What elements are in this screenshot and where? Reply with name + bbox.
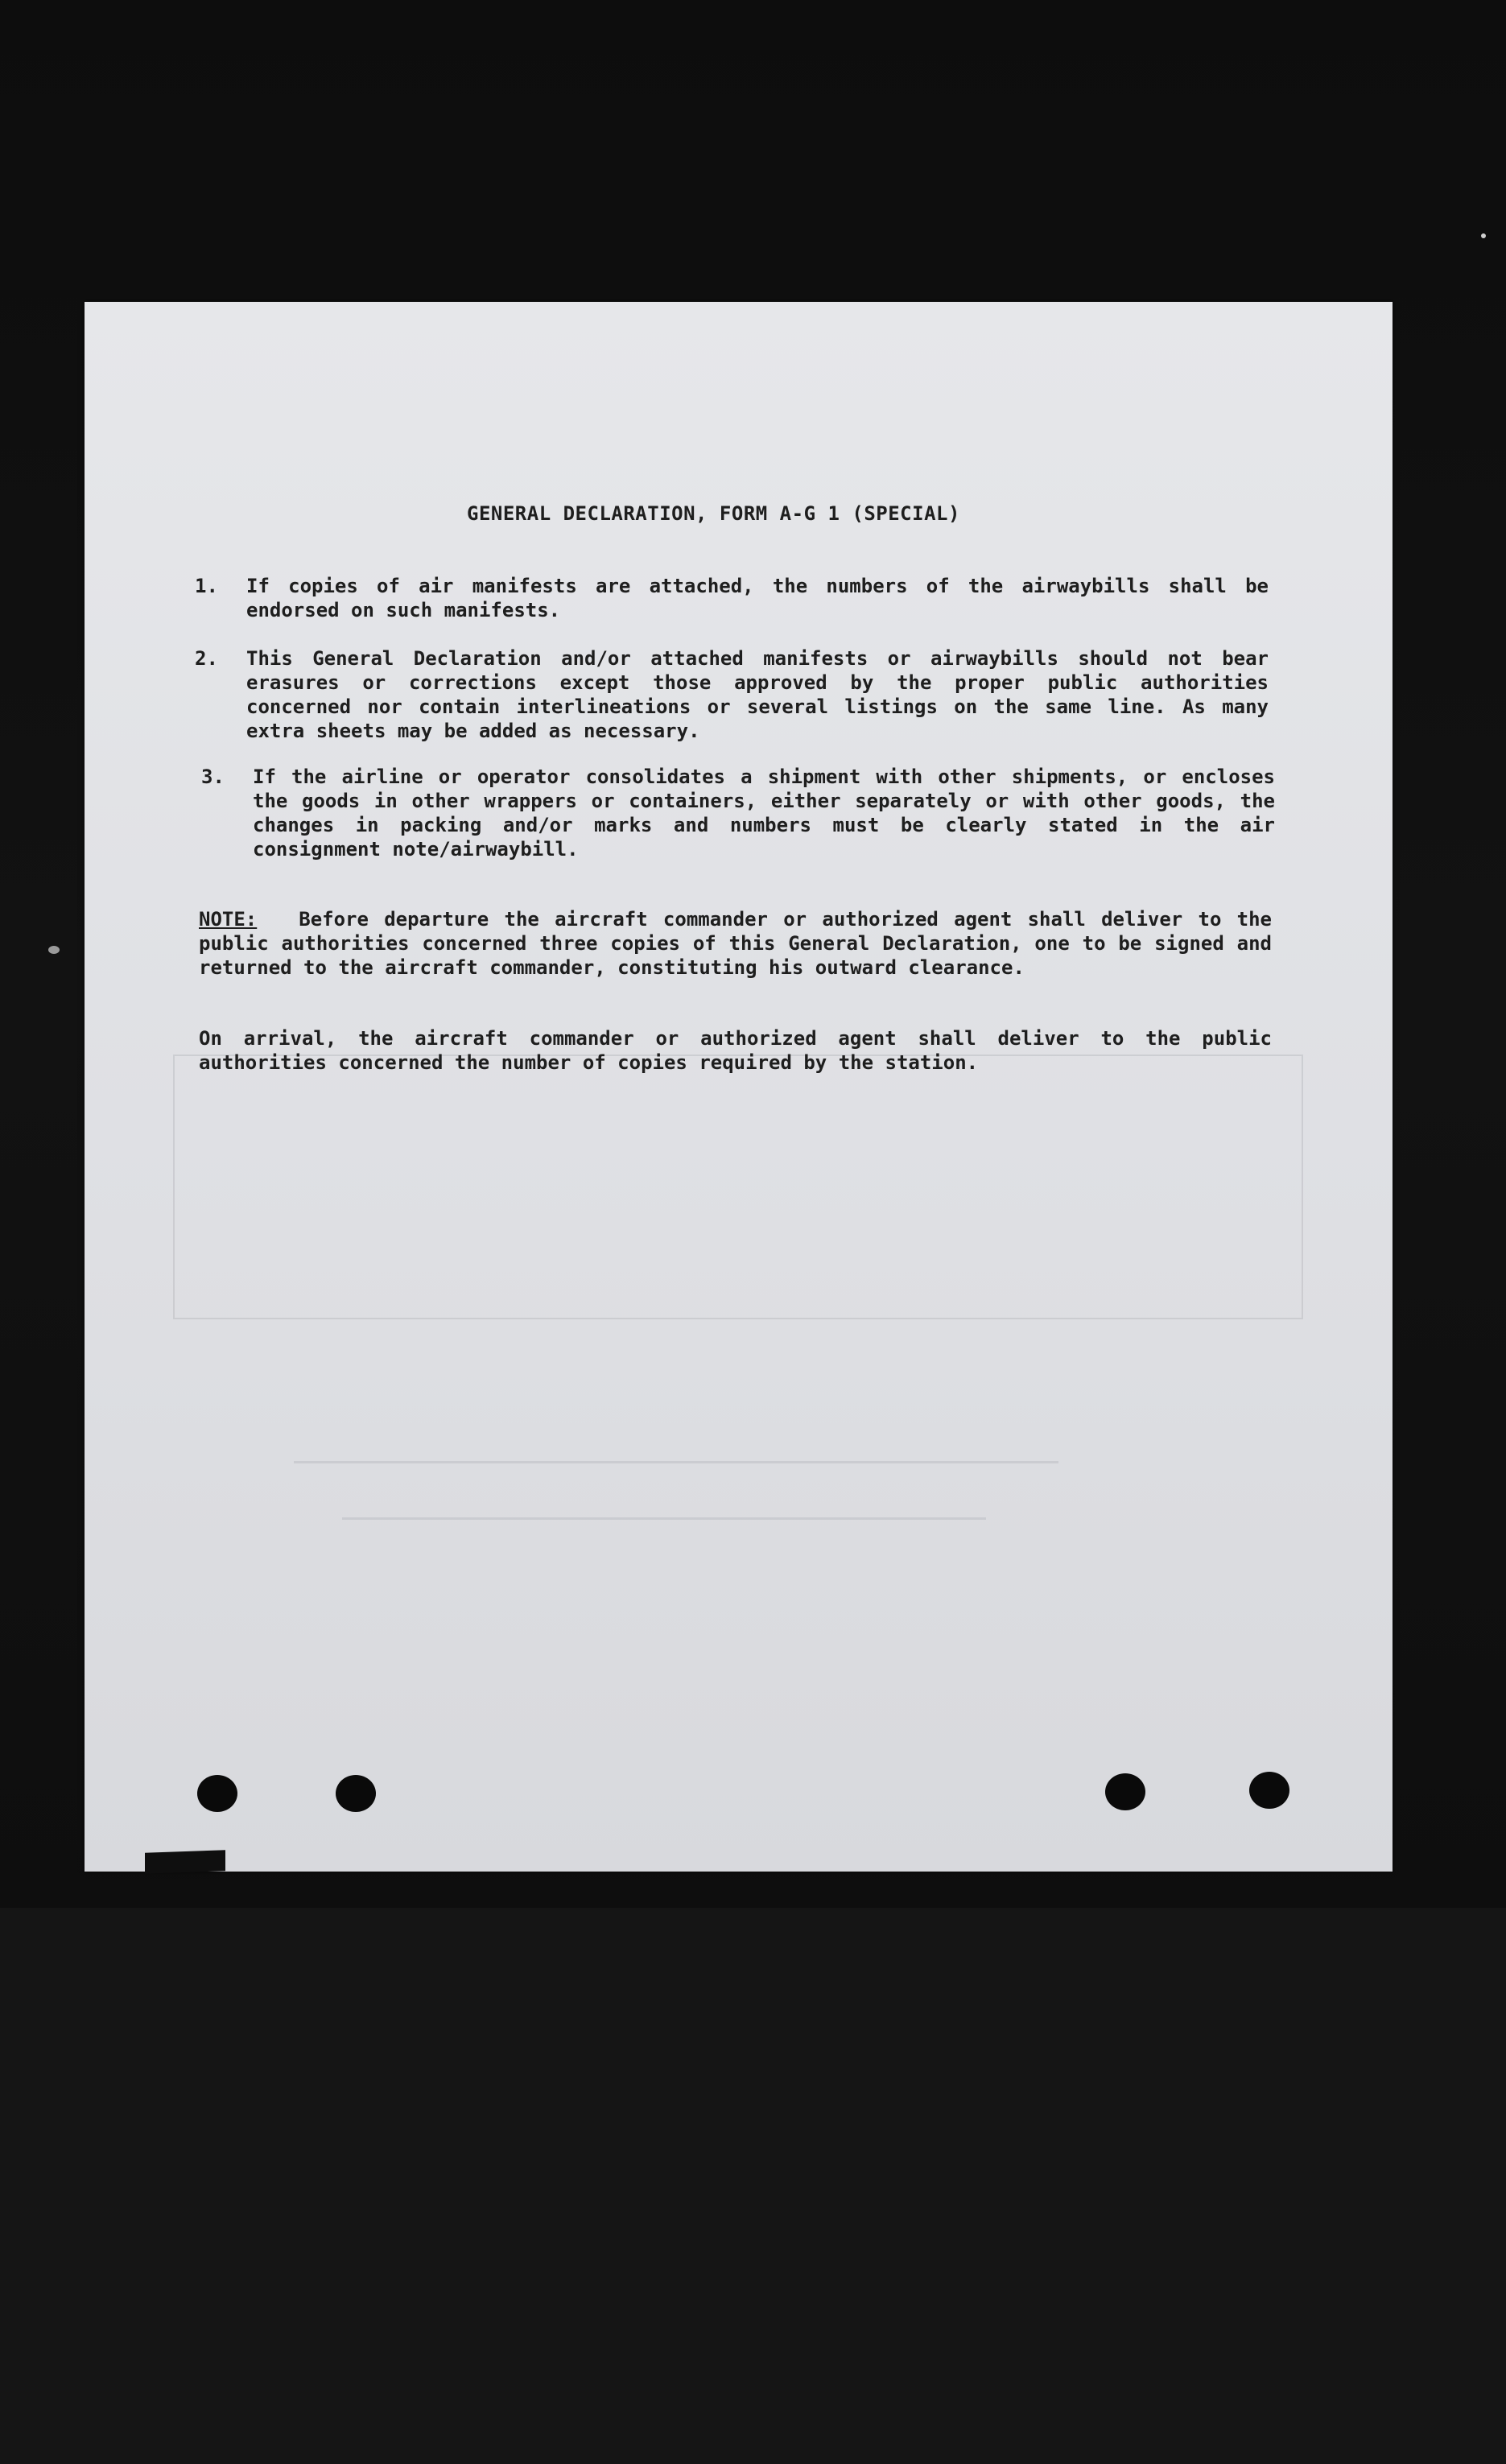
punch-hole <box>1105 1773 1145 1810</box>
document-title: GENERAL DECLARATION, FORM A-G 1 (SPECIAL) <box>467 502 960 525</box>
dust-speck <box>48 946 60 954</box>
punch-hole <box>1249 1772 1289 1809</box>
note-label: NOTE: <box>199 908 258 931</box>
document-page <box>85 302 1393 1872</box>
microfilm-band <box>0 1908 1506 2464</box>
note-text: Before departure the aircraft commander or authorized agent shall deliver to the public authorities concerned three copies of this General Declaration, one to be signed and returned to the aircraft commander, constituting his outward clearance. <box>199 908 1272 979</box>
bleed-through-box <box>173 1055 1303 1319</box>
arrival-paragraph: On arrival, the aircraft commander or authorized agent shall deliver to the public authorities concerned the number of copies required by the station. <box>199 1027 1272 1074</box>
punch-hole <box>336 1775 376 1812</box>
item-number: 1. <box>195 575 218 597</box>
item-text: If the airline or operator consolidates a shipment with other shipments, or encloses the goods in other wrappers or containers, either separately or with other goods, the changes in packing and/or marks and numbers must be clearly stated in the air consignment note/airwaybill. <box>253 766 1275 861</box>
dust-speck <box>1481 233 1486 238</box>
item-text: If copies of air manifests are attached, the numbers of the airwaybills shall be endorsed on such manifests. <box>246 575 1269 621</box>
paper-tab-mark <box>145 1850 225 1873</box>
bleed-through-line <box>342 1517 986 1520</box>
item-number: 2. <box>195 647 218 670</box>
item-number: 3. <box>201 766 225 788</box>
note-paragraph <box>199 907 1272 980</box>
item-text: This General Declaration and/or attached manifests or airwaybills should not bear erasures or corrections except those approved by the proper public authorities concerned nor contain interlineations or several listings on the same line. As many extra sheets may be added as necessary. <box>246 647 1269 742</box>
punch-hole <box>197 1775 237 1812</box>
bleed-through-line <box>294 1461 1058 1463</box>
